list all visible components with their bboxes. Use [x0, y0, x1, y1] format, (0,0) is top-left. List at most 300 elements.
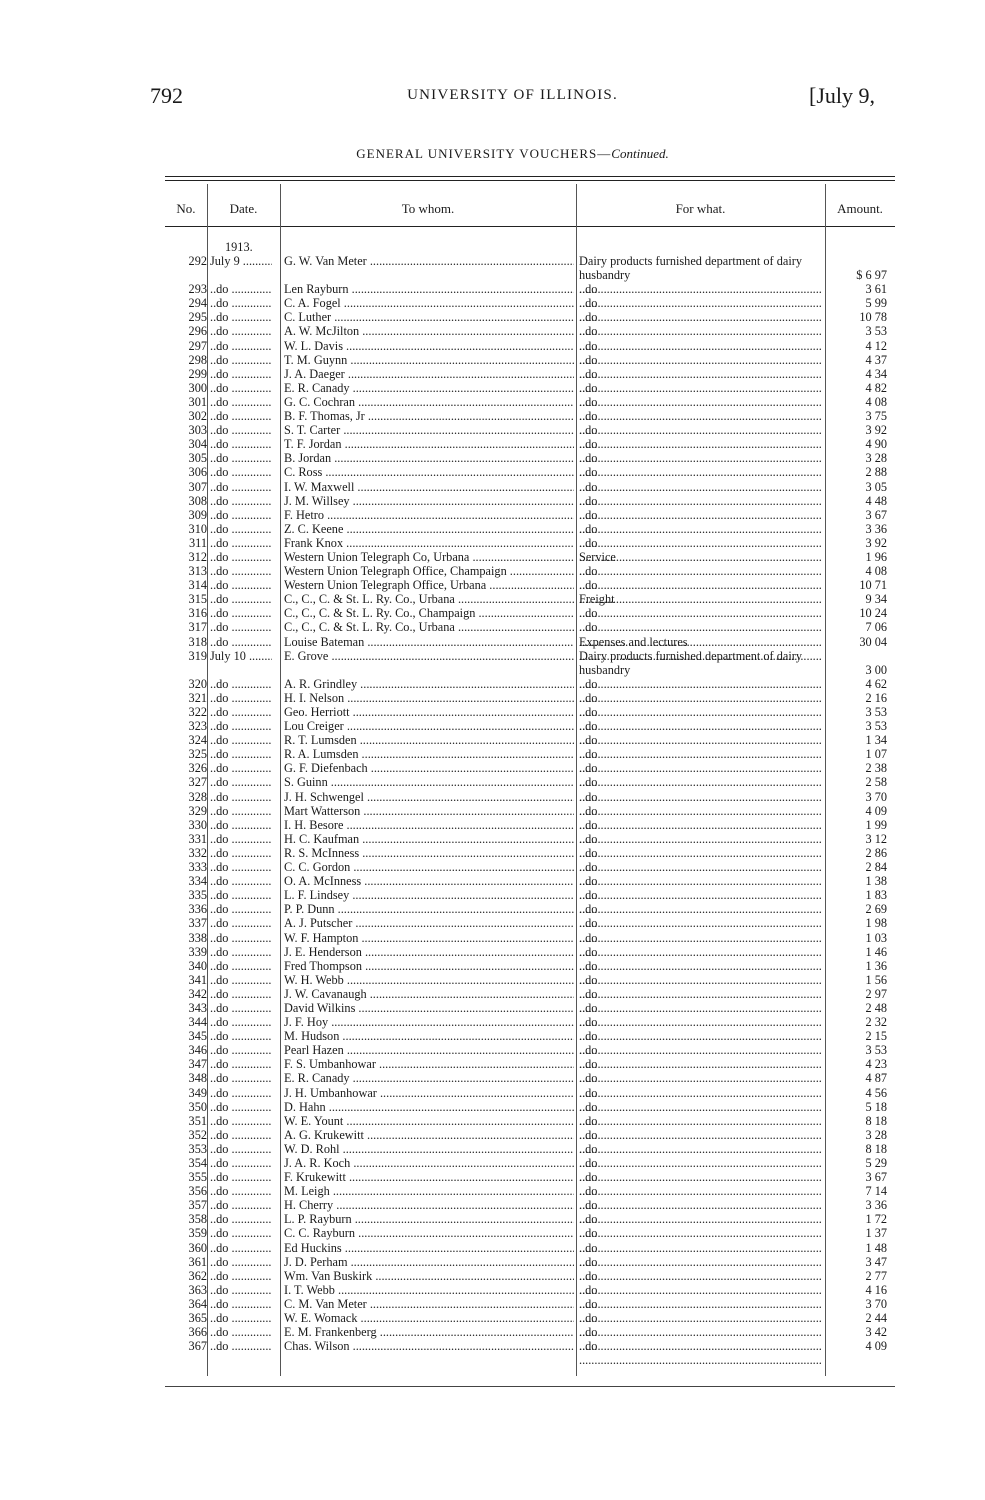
amount: 3 47 [865, 1254, 887, 1269]
voucher-date: ..do ..... [210, 931, 272, 945]
purpose: ..do ..... [579, 860, 821, 888]
purpose: Dairy products furnished department of dairy husbandry ..... [579, 649, 821, 691]
table-row [165, 1184, 895, 1198]
purpose: ..do ..... [579, 437, 821, 465]
payee: I. T. Webb ..... [284, 1283, 574, 1297]
payee: F. Krukewitt ..... [284, 1170, 574, 1184]
payee: J. E. Henderson ..... [284, 945, 574, 959]
payee: C. Ross ..... [284, 465, 574, 479]
voucher-number: 337 [188, 916, 207, 931]
column-header-date: Date. [229, 201, 258, 216]
table-row [165, 733, 895, 747]
payee: B. F. Thomas, Jr ..... [284, 409, 574, 423]
amount: 3 53 [865, 324, 887, 339]
column-header-no: No. [176, 201, 196, 216]
voucher-date: ..do ..... [210, 1184, 272, 1198]
payee: C. A. Fogel ..... [284, 296, 574, 310]
amount: 4 62 [865, 676, 887, 691]
table-row [165, 282, 895, 296]
voucher-date: ..do ..... [210, 818, 272, 832]
table-title-main: GENERAL UNIVERSITY VOUCHERS— [356, 146, 612, 161]
purpose: ..do ..... [579, 606, 821, 634]
voucher-number: 311 [189, 535, 207, 550]
voucher-date: July 9 ..... [210, 254, 272, 268]
voucher-date: ..do ..... [210, 747, 272, 761]
purpose: ..do ..... [579, 761, 821, 789]
amount: 2 15 [865, 1029, 887, 1044]
voucher-date: ..do ..... [210, 1071, 272, 1085]
amount: 1 36 [865, 958, 887, 973]
voucher-date: ..do ..... [210, 620, 272, 634]
voucher-number: 355 [188, 1170, 207, 1185]
voucher-number: 364 [188, 1296, 207, 1311]
purpose: ..do ..... [579, 620, 821, 648]
voucher-number: 305 [188, 451, 207, 466]
voucher-number: 348 [188, 1071, 207, 1086]
purpose: Service ..... [579, 550, 821, 578]
voucher-number: 325 [188, 747, 207, 762]
voucher-number: 298 [188, 352, 207, 367]
voucher-number: 304 [188, 437, 207, 452]
voucher-number: 360 [188, 1240, 207, 1255]
payee: J. H. Umbanhowar ..... [284, 1086, 574, 1100]
voucher-number: 349 [188, 1085, 207, 1100]
table-row [165, 832, 895, 846]
table-row [165, 536, 895, 550]
payee: H. Cherry ..... [284, 1198, 574, 1212]
payee: E. R. Canady ..... [284, 1071, 574, 1085]
voucher-number: 327 [188, 775, 207, 790]
purpose: ..do ..... [579, 902, 821, 930]
amount: 1 72 [865, 1212, 887, 1227]
voucher-number: 324 [188, 733, 207, 748]
table-row [165, 437, 895, 451]
payee: J. H. Schwengel ..... [284, 790, 574, 804]
purpose: ..do ..... [579, 1029, 821, 1057]
amount: 2 84 [865, 860, 887, 875]
purpose: ..do ..... [579, 888, 821, 916]
payee: Western Union Telegraph Office, Urbana ..... [284, 578, 574, 592]
voucher-number: 312 [188, 549, 207, 564]
voucher-number: 294 [188, 296, 207, 311]
table-row [165, 451, 895, 465]
payee: J. D. Perham ..... [284, 1255, 574, 1269]
purpose: ..do ..... [579, 1001, 821, 1029]
table-row [165, 691, 895, 705]
voucher-number: 329 [188, 803, 207, 818]
purpose: ..do ..... [579, 1170, 821, 1198]
amount: 2 16 [865, 690, 887, 705]
voucher-date: ..do ..... [210, 606, 272, 620]
table-row [165, 775, 895, 789]
voucher-date: ..do ..... [210, 1086, 272, 1100]
purpose: ..do ..... [579, 494, 821, 522]
payee: Frank Knox ..... [284, 536, 574, 550]
purpose: ..do ..... [579, 1269, 821, 1297]
voucher-date: ..do ..... [210, 1311, 272, 1325]
payee: E. M. Frankenberg ..... [284, 1325, 574, 1339]
amount: 4 82 [865, 380, 887, 395]
amount: 4 34 [865, 366, 887, 381]
table-row [165, 480, 895, 494]
voucher-date: ..do ..... [210, 775, 272, 789]
payee: L. P. Rayburn ..... [284, 1212, 574, 1226]
amount: 4 09 [865, 1339, 887, 1354]
payee: E. Grove ..... [284, 649, 574, 663]
purpose: ..do ..... [579, 367, 821, 395]
table-row [165, 1311, 895, 1325]
payee: A. R. Grindley ..... [284, 677, 574, 691]
table-row [165, 353, 895, 367]
table-row [165, 1226, 895, 1240]
purpose: ..do ..... [579, 522, 821, 550]
voucher-number: 359 [188, 1226, 207, 1241]
table-row [165, 465, 895, 479]
voucher-number: 319 [188, 648, 207, 663]
voucher-number: 293 [188, 282, 207, 297]
purpose: ..do ..... [579, 1311, 821, 1339]
amount: 3 92 [865, 423, 887, 438]
voucher-number: 356 [188, 1184, 207, 1199]
table-row [165, 1269, 895, 1283]
voucher-date: ..do ..... [210, 1043, 272, 1057]
purpose: ..do ..... [579, 564, 821, 592]
table-row [165, 931, 895, 945]
payee: Western Union Telegraph Co, Urbana ..... [284, 550, 574, 564]
voucher-number: 320 [188, 676, 207, 691]
table-row [165, 1339, 895, 1353]
voucher-date: ..do ..... [210, 296, 272, 310]
table-row [165, 494, 895, 508]
purpose: ..do ..... [579, 1226, 821, 1254]
voucher-date: ..do ..... [210, 761, 272, 775]
voucher-number: 342 [188, 986, 207, 1001]
bottom-rule [165, 1386, 895, 1387]
voucher-number: 350 [188, 1099, 207, 1114]
amount: 4 90 [865, 437, 887, 452]
payee: Louise Bateman ..... [284, 635, 574, 649]
column-header-amount: Amount. [837, 201, 883, 216]
voucher-number: 338 [188, 930, 207, 945]
voucher-number: 343 [188, 1000, 207, 1015]
amount: 3 92 [865, 535, 887, 550]
voucher-number: 358 [188, 1212, 207, 1227]
purpose: ..do ..... [579, 536, 821, 564]
table-row [165, 296, 895, 310]
voucher-date: ..do ..... [210, 888, 272, 902]
purpose: ..do ..... [579, 1114, 821, 1142]
column-header-to-whom: To whom. [401, 201, 455, 216]
purpose: ..do ..... [579, 310, 821, 338]
purpose: ..do ..... [579, 733, 821, 761]
voucher-date: ..do ..... [210, 987, 272, 1001]
amount: 2 77 [865, 1268, 887, 1283]
payee: Mart Watterson ..... [284, 804, 574, 818]
voucher-number: 317 [188, 620, 207, 635]
voucher-number: 306 [188, 465, 207, 480]
payee: W. E. Yount ..... [284, 1114, 574, 1128]
voucher-number: 309 [188, 507, 207, 522]
payee: C. C. Rayburn ..... [284, 1226, 574, 1240]
purpose: ..do ..... [579, 931, 821, 959]
voucher-number: 310 [188, 521, 207, 536]
purpose: ..do ..... [579, 1071, 821, 1099]
table-row [165, 324, 895, 338]
table-row [165, 578, 895, 592]
amount: 9 34 [865, 592, 887, 607]
voucher-number: 353 [188, 1141, 207, 1156]
payee: G. C. Cochran ..... [284, 395, 574, 409]
amount: 4 16 [865, 1282, 887, 1297]
voucher-number: 308 [188, 493, 207, 508]
table-row [165, 987, 895, 1001]
purpose: ..do ..... [579, 1156, 821, 1184]
voucher-date: ..do ..... [210, 550, 272, 564]
purpose: ..do ..... [579, 409, 821, 437]
voucher-date: July 10 ..... [210, 649, 272, 663]
table-row [165, 620, 895, 634]
payee: Len Rayburn ..... [284, 282, 574, 296]
payee: P. P. Dunn ..... [284, 902, 574, 916]
voucher-number: 347 [188, 1057, 207, 1072]
voucher-date: ..do ..... [210, 1029, 272, 1043]
purpose: ..do ..... [579, 987, 821, 1015]
table-row [165, 1241, 895, 1255]
amount: 7 14 [865, 1184, 887, 1199]
voucher-date: ..do ..... [210, 677, 272, 691]
table-row [165, 705, 895, 719]
payee: D. Hahn ..... [284, 1100, 574, 1114]
amount: 4 56 [865, 1085, 887, 1100]
voucher-date: ..do ..... [210, 1339, 272, 1353]
amount: 5 99 [865, 296, 887, 311]
voucher-date: ..do ..... [210, 916, 272, 930]
payee: C., C., C. & St. L. Ry. Co., Urbana ..... [284, 620, 574, 634]
voucher-number: 354 [188, 1156, 207, 1170]
payee: W. F. Hampton ..... [284, 931, 574, 945]
amount: 3 67 [865, 1170, 887, 1185]
table-row [165, 1043, 895, 1057]
table-row [165, 395, 895, 409]
table-row [165, 1212, 895, 1226]
purpose: ..do ..... [579, 480, 821, 508]
amount: 2 48 [865, 1000, 887, 1015]
purpose: ..do ..... [579, 1283, 821, 1311]
payee: W. D. Rohl ..... [284, 1142, 574, 1156]
table-row [165, 1086, 895, 1100]
payee: E. R. Canady ..... [284, 381, 574, 395]
purpose: ..do ..... [579, 1100, 821, 1128]
voucher-number: 296 [188, 324, 207, 339]
purpose: ..do ..... [579, 1241, 821, 1269]
purpose: ..do ..... [579, 381, 821, 409]
amount: 2 88 [865, 465, 887, 480]
amount: 3 05 [865, 479, 887, 494]
voucher-date: ..do ..... [210, 691, 272, 705]
table-row [165, 916, 895, 930]
table-row [165, 945, 895, 959]
voucher-number: 345 [188, 1029, 207, 1044]
purpose: ..do ..... [579, 818, 821, 846]
table-row [165, 1015, 895, 1029]
amount: 1 46 [865, 944, 887, 959]
payee: C., C., C. & St. L. Ry. Co., Champaign ..... [284, 606, 574, 620]
table-row [165, 677, 895, 691]
voucher-date: ..do ..... [210, 945, 272, 959]
voucher-date: ..do ..... [210, 578, 272, 592]
table-row [165, 959, 895, 973]
payee: Chas. Wilson ..... [284, 1339, 574, 1353]
payee: J. M. Willsey ..... [284, 494, 574, 508]
voucher-number: 299 [188, 366, 207, 381]
table-row [165, 592, 895, 606]
payee: M. Leigh ..... [284, 1184, 574, 1198]
voucher-number: 292 [188, 254, 207, 268]
amount: 2 58 [865, 775, 887, 790]
voucher-number: 323 [188, 719, 207, 734]
voucher-number: 307 [188, 479, 207, 494]
running-head: UNIVERSITY OF ILLINOIS. [407, 87, 618, 103]
voucher-date: ..do ..... [210, 564, 272, 578]
amount: 8 18 [865, 1113, 887, 1128]
table-row [165, 902, 895, 916]
voucher-number: 352 [188, 1127, 207, 1142]
amount: 4 08 [865, 564, 887, 579]
payee: Lou Creiger ..... [284, 719, 574, 733]
voucher-date: ..do ..... [210, 480, 272, 494]
purpose: ..do ..... [579, 1043, 821, 1071]
table-row [165, 874, 895, 888]
purpose: ..do ..... [579, 790, 821, 818]
voucher-number: 344 [188, 1015, 207, 1030]
payee: R. S. McInness ..... [284, 846, 574, 860]
payee: B. Jordan ..... [284, 451, 574, 465]
purpose: ..do ..... [579, 324, 821, 352]
table-row [165, 1001, 895, 1015]
amount: 30 04 [859, 634, 887, 649]
table-row [165, 888, 895, 902]
amount: 4 08 [865, 394, 887, 409]
voucher-date: ..do ..... [210, 409, 272, 423]
table-row [165, 635, 895, 649]
table-row [165, 1057, 895, 1071]
amount: 1 56 [865, 972, 887, 987]
amount: 2 69 [865, 902, 887, 917]
date-reference: [July 9, [809, 83, 875, 108]
voucher-number: 333 [188, 860, 207, 875]
voucher-number: 332 [188, 845, 207, 860]
amount: 5 29 [865, 1156, 887, 1170]
purpose: ..do ..... [579, 677, 821, 705]
amount: 3 28 [865, 1127, 887, 1142]
voucher-date: ..do ..... [210, 353, 272, 367]
purpose: ..do ..... [579, 1339, 821, 1367]
voucher-date: ..do ..... [210, 592, 272, 606]
purpose: ..do ..... [579, 465, 821, 493]
payee: J. F. Hoy ..... [284, 1015, 574, 1029]
voucher-date: ..do ..... [210, 381, 272, 395]
payee: H. C. Kaufman ..... [284, 832, 574, 846]
voucher-number: 336 [188, 902, 207, 917]
amount: 1 98 [865, 916, 887, 931]
purpose: ..do ..... [579, 691, 821, 719]
amount: 2 44 [865, 1311, 887, 1326]
year-label: 1913. [225, 240, 253, 254]
payee: C. C. Gordon ..... [284, 860, 574, 874]
voucher-date: ..do ..... [210, 705, 272, 719]
voucher-number: 365 [188, 1311, 207, 1326]
voucher-number: 326 [188, 761, 207, 776]
voucher-number: 295 [188, 310, 207, 325]
voucher-date: ..do ..... [210, 1226, 272, 1240]
amount: 3 36 [865, 1198, 887, 1213]
payee: I. H. Besore ..... [284, 818, 574, 832]
purpose: ..do ..... [579, 916, 821, 944]
amount: 1 34 [865, 733, 887, 748]
voucher-date: ..do ..... [210, 1283, 272, 1297]
payee: J. W. Cavanaugh ..... [284, 987, 574, 1001]
voucher-number: 363 [188, 1282, 207, 1297]
table-row [165, 522, 895, 536]
payee: T. M. Guynn ..... [284, 353, 574, 367]
voucher-date: ..do ..... [210, 804, 272, 818]
voucher-date: ..do ..... [210, 790, 272, 804]
purpose: Freight ..... [579, 592, 821, 620]
amount: 3 00 [865, 662, 887, 677]
amount: 3 36 [865, 521, 887, 536]
voucher-date: ..do ..... [210, 324, 272, 338]
voucher-date: ..do ..... [210, 1325, 272, 1339]
table-title-continued: Continued. [611, 146, 669, 161]
table-row [165, 1114, 895, 1128]
payee: David Wilkins ..... [284, 1001, 574, 1015]
voucher-date: ..do ..... [210, 1297, 272, 1311]
purpose: ..do ..... [579, 296, 821, 324]
purpose: ..do ..... [579, 353, 821, 381]
table-row [165, 1255, 895, 1269]
payee: W. L. Davis ..... [284, 339, 574, 353]
table-row [165, 1198, 895, 1212]
voucher-number: 361 [188, 1254, 207, 1269]
voucher-date: ..do ..... [210, 902, 272, 916]
purpose: ..do ..... [579, 804, 821, 832]
amount: 4 23 [865, 1057, 887, 1072]
amount: 1 07 [865, 747, 887, 762]
amount: 4 12 [865, 338, 887, 353]
table-row [165, 310, 895, 324]
purpose: ..do ..... [579, 578, 821, 606]
voucher-date: ..do ..... [210, 465, 272, 479]
top-double-rule-2 [165, 180, 895, 181]
table-row [165, 423, 895, 437]
voucher-date: ..do ..... [210, 1241, 272, 1255]
table-row [165, 973, 895, 987]
payee: Z. C. Keene ..... [284, 522, 574, 536]
voucher-date: ..do ..... [210, 846, 272, 860]
amount: 10 24 [859, 606, 887, 621]
amount: 4 87 [865, 1071, 887, 1086]
table-row [165, 860, 895, 874]
voucher-number: 334 [188, 874, 207, 889]
purpose: ..do ..... [579, 1184, 821, 1212]
purpose: ..do ..... [579, 1142, 821, 1170]
column-header-for-what: For what. [675, 201, 726, 216]
purpose: Dairy products furnished department of dairy husbandry ..... [579, 254, 821, 296]
voucher-date: ..do ..... [210, 282, 272, 296]
voucher-date: ..do ..... [210, 494, 272, 508]
payee: J. A. R. Koch ..... [284, 1156, 574, 1170]
amount: 4 37 [865, 352, 887, 367]
